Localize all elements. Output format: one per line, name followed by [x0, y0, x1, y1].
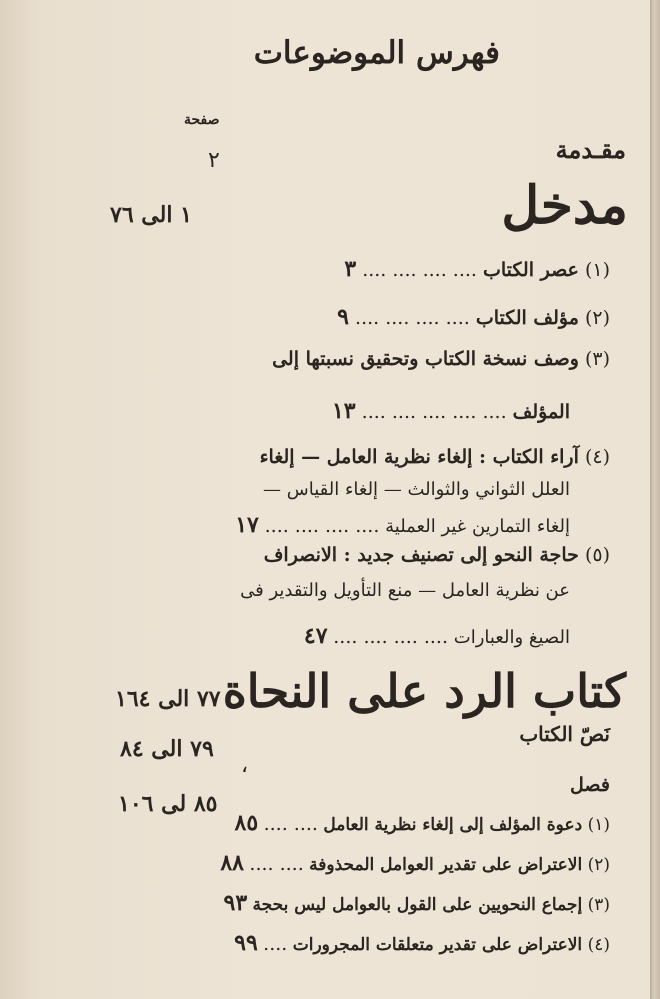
entry-heading: الصيغ والعبارات — [453, 627, 570, 648]
book-section-pages: ٧٧ الى ١٦٤ — [115, 686, 221, 712]
entry-page: ٩٣ — [223, 890, 248, 916]
nass-mark: ، — [241, 753, 249, 778]
entry-page: ١٧ — [235, 512, 259, 538]
entry-heading: مؤلف الكتاب — [475, 307, 579, 329]
toc-entry-continuation — [304, 625, 570, 647]
entry-heading: حاجة النحو إلى تصنيف جديد : الانصراف — [263, 544, 579, 566]
fasl-item — [234, 932, 610, 954]
toc-entry-continuation — [332, 400, 570, 422]
toc-entry — [272, 350, 610, 369]
entry-number: (٣) — [584, 348, 610, 370]
fasl-item — [235, 812, 610, 834]
fasl-item — [224, 892, 611, 914]
leader-dots: .... .... — [263, 813, 318, 835]
nass-pages: ٧٩ الى ٨٤ — [120, 736, 214, 762]
entry-number: (٥) — [584, 544, 610, 566]
madkhal-heading: مدخل — [501, 175, 628, 236]
leader-dots: .... .... .... .... — [333, 626, 449, 648]
entry-number: (١) — [584, 259, 610, 281]
entry-number: (٣) — [587, 895, 610, 915]
intro-page: ٢ — [208, 148, 220, 173]
toc-entry — [264, 546, 610, 565]
entry-number: (١) — [587, 815, 610, 835]
madkhal-pages: ١ الى ٧٦ — [110, 202, 192, 228]
page-edge — [650, 0, 660, 999]
entry-heading: عن نظرية العامل — منع التأويل والتقدير فى — [240, 580, 570, 601]
leader-dots: .... .... .... .... — [264, 515, 380, 537]
entry-page: ١٣ — [331, 398, 356, 424]
entry-heading: دعوة المؤلف إلى إلغاء نظرية العامل — [323, 815, 583, 835]
entry-page: ٣ — [344, 256, 357, 282]
entry-heading: إلغاء التمارين غير العملية — [385, 516, 570, 537]
entry-heading: عصر الكتاب — [483, 259, 579, 281]
entry-heading: المؤلف — [512, 401, 570, 423]
entry-page: ٨٥ — [234, 810, 259, 836]
leader-dots: .... .... .... .... — [362, 259, 477, 281]
leader-dots: .... .... .... .... — [355, 307, 470, 329]
fasl-pages: ٨٥ لى ١٠٦ — [118, 791, 218, 817]
toc-entry-continuation — [263, 481, 570, 499]
entry-number: (٢) — [584, 307, 610, 329]
entry-number: (٢) — [587, 855, 610, 875]
entry-heading: وصف نسخة الكتاب وتحقيق نسبتها إلى — [272, 348, 579, 370]
toc-entry — [260, 448, 610, 467]
entry-page: ٩ — [337, 304, 349, 330]
entry-number: (٤) — [587, 935, 610, 955]
leader-dots: .... .... — [249, 853, 304, 875]
entry-heading: الاعتراض على تقدير متعلقات المجرورات — [292, 935, 583, 955]
book-section-heading: كتاب الرد على النحاة — [222, 664, 626, 718]
entry-heading: الاعتراض على تقدير العوامل المحذوفة — [309, 855, 583, 875]
page-column-heading: صفحة — [184, 112, 220, 128]
toc-entry — [337, 306, 610, 328]
fasl-item — [220, 852, 610, 874]
fasl-heading: فصل — [570, 774, 610, 796]
entry-heading: العلل الثواني والثوالث — إلغاء القياس — — [263, 479, 570, 500]
entry-number: (٤) — [584, 446, 610, 468]
entry-page: ٩٩ — [234, 930, 258, 956]
toc-entry-continuation — [235, 514, 570, 536]
toc-entry — [344, 258, 610, 280]
toc-entry-continuation — [240, 582, 570, 600]
nass-heading: نَصّ الكتاب — [519, 722, 610, 746]
page-title: فهرس الموضوعات — [253, 35, 500, 71]
leader-dots: .... — [263, 933, 288, 955]
entry-page: ٤٧ — [303, 623, 328, 649]
entry-heading: آراء الكتاب : إلغاء نظرية العامل — إلغاء — [259, 446, 579, 468]
leader-dots: .... .... .... .... .... — [361, 401, 507, 423]
entry-heading: إجماع النحويين على القول بالعوامل ليس بحجة — [252, 895, 583, 915]
entry-page: ٨٨ — [220, 850, 244, 876]
intro-label: مقـدمة — [555, 135, 626, 164]
